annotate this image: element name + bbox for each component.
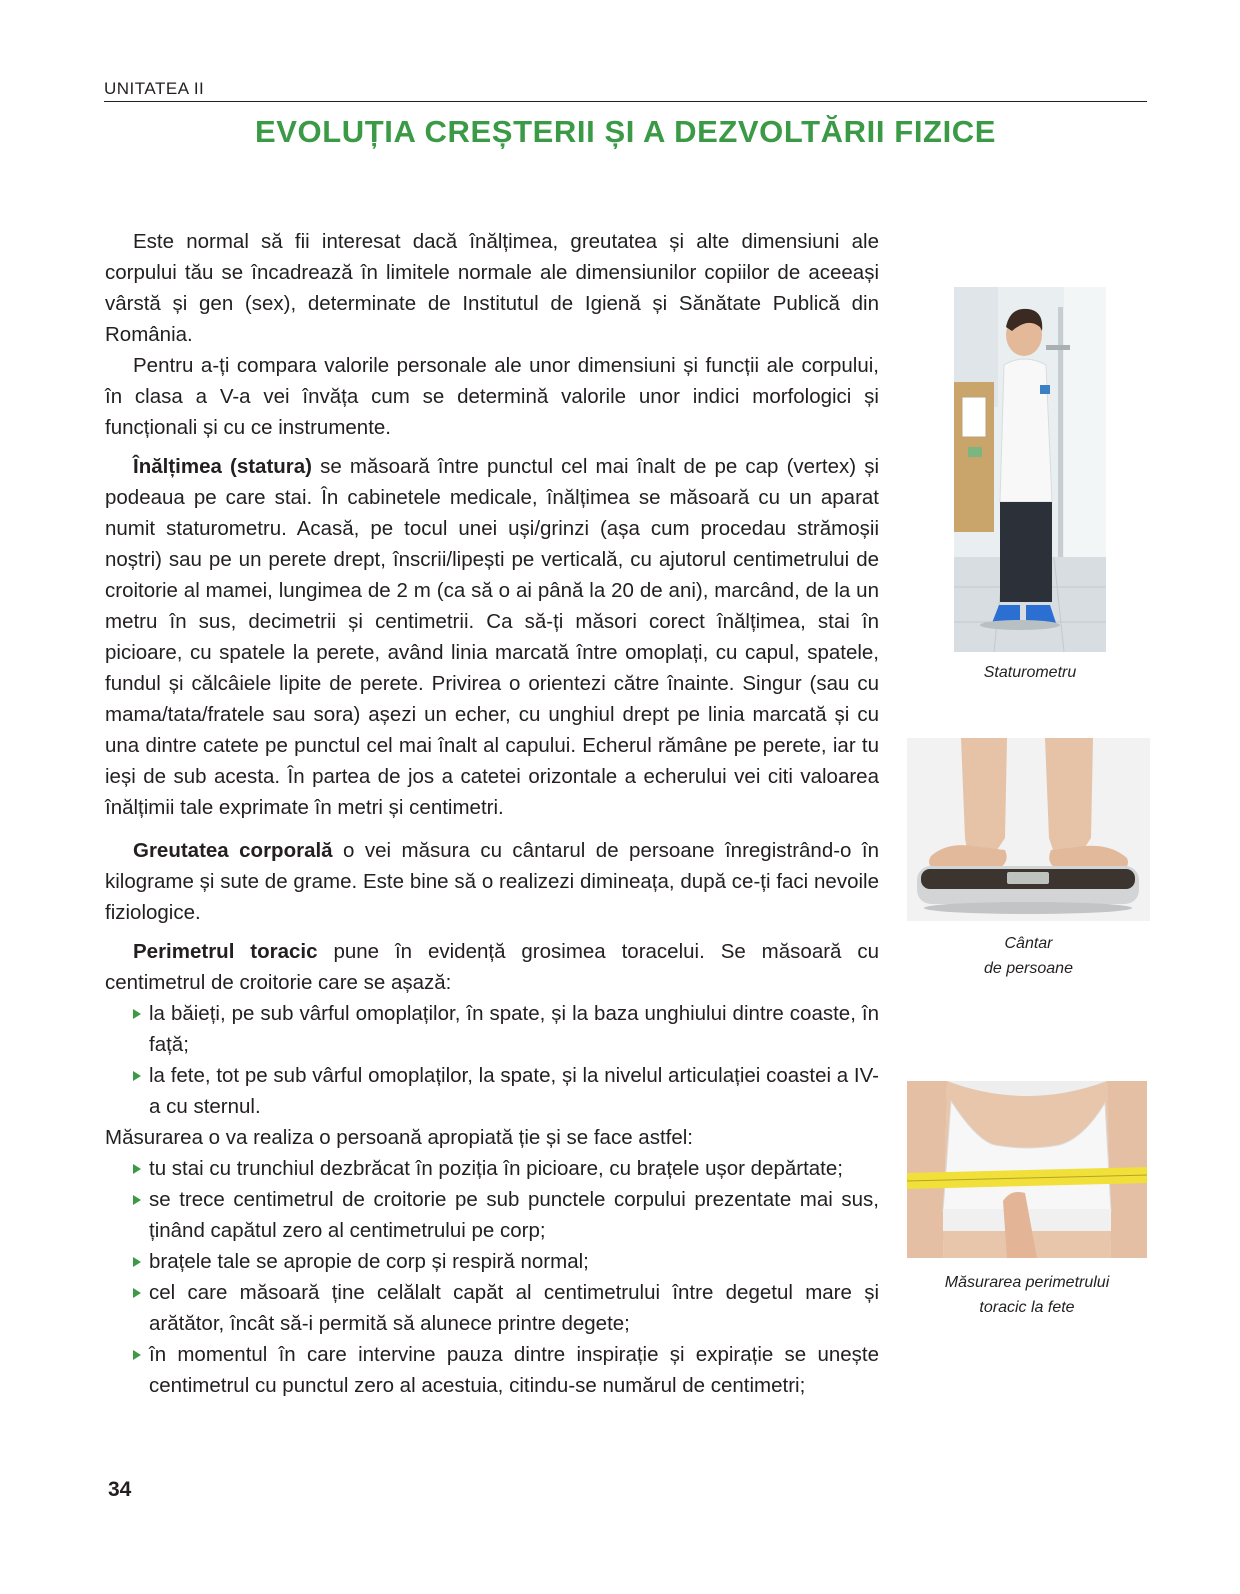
list-item: brațele tale se apropie de corp și respiră normal; bbox=[105, 1246, 879, 1277]
arrow-bullet-icon bbox=[133, 1164, 141, 1174]
list-item: la băieți, pe sub vârful omoplaților, în spate, și la baza unghiului dintre coaste, în față; bbox=[105, 998, 879, 1060]
list-item: la fete, tot pe sub vârful omoplaților, la spate, și la nivelul articulației coastei a IV-a cu sternul. bbox=[105, 1060, 879, 1122]
arrow-bullet-icon bbox=[133, 1288, 141, 1298]
arrow-bullet-icon bbox=[133, 1257, 141, 1267]
chest-measurement-illustration bbox=[907, 1081, 1147, 1258]
weight-text: o vei măsura cu cântarul de persoane înregistrând-o în kilograme și sute de grame. Este bine să o realizezi dimineața, după ce-ți faci nevoile fiziologice. bbox=[105, 839, 879, 924]
list-item: se trece centimetrul de croitorie pe sub punctele corpului prezentate mai sus, ținând capătul zero al centimetrului pe corp; bbox=[105, 1184, 879, 1246]
arrow-bullet-icon bbox=[133, 1071, 141, 1081]
list-item: tu stai cu trunchiul dezbrăcat în poziția în picioare, cu brațele ușor depărtate; bbox=[105, 1153, 879, 1184]
height-paragraph bbox=[105, 451, 879, 823]
placement-list bbox=[105, 998, 879, 1122]
scale-caption-line-1: Cântar bbox=[1004, 935, 1053, 952]
chest-term: Perimetrul toracic bbox=[133, 940, 318, 963]
arrow-bullet-icon bbox=[133, 1195, 141, 1205]
header-divider bbox=[104, 101, 1147, 102]
unit-label: UNITATEA II bbox=[104, 79, 205, 98]
main-text-column bbox=[105, 226, 879, 1401]
staturometer-caption: Staturometru bbox=[983, 664, 1077, 681]
chest-text: pune în evidență grosimea toracelui. Se măsoară cu centimetrul de croitorie care se așază: bbox=[105, 940, 880, 994]
chest-measurement-photo bbox=[907, 1081, 1147, 1258]
scale-caption-line-2: de persoane bbox=[984, 960, 1073, 977]
weight-term: Greutatea corporală bbox=[133, 839, 333, 862]
height-term: Înălțimea (statura) bbox=[133, 455, 313, 478]
list-item: cel care măsoară ține celălalt capăt al centimetrului între degetul mare și arătător, încât să-i permită să alunece printre degete; bbox=[105, 1277, 879, 1339]
procedure-list bbox=[105, 1153, 879, 1401]
intro-paragraph-2: Pentru a-ți compara valorile personale ale unor dimensiuni și funcții ale corpului, în clasa a V-a vei învăța cum se determină valorile unor indici morfologici și funcționali și cu ce instrumente. bbox=[105, 354, 879, 439]
arrow-bullet-icon bbox=[133, 1009, 141, 1019]
scale-photo bbox=[907, 738, 1150, 921]
chest-caption-line-2: toracic la fete bbox=[979, 1299, 1075, 1316]
chest-paragraph bbox=[105, 936, 879, 998]
chest-measurement-caption bbox=[907, 1270, 1147, 1320]
page-title: EVOLUȚIA CREȘTERII ȘI A DEZVOLTĂRII FIZICE bbox=[254, 114, 997, 149]
list-item: în momentul în care intervine pauza dintre inspirație și expirație se unește centimetrul cu punctul zero al acestuia, citindu-se numărul de centimetri; bbox=[105, 1339, 879, 1401]
height-text: se măsoară între punctul cel mai înalt de pe cap (vertex) și podeaua pe care stai. În cabinetele medicale, înălțimea se măsoară cu un aparat numit staturometru. Acasă, pe tocul unei uși/grinzi (așa cum procedau strămoșii noștri) sau pe un perete drept, înscrii/lipești pe verticală, cu ajutorul centimetrului de croitorie al mamei, lungimea de 2 m (ca să o ai până la 20 de ani), marcând, de la un metru în sus, decimetrii și centimetrii. Ca să-ți măsori corect înălțimea, stai în picioare, cu spatele la perete, având linia marcată între omoplați, cu capul, spatele, fundul și călcâiele lipite de perete. Privirea o orientezi către înainte. Singur (sau cu mama/tata/fratele sau sora) așezi un echer, cu unghiul drept pe linia marcată și cu una dintre catete pe punctul cel mai înalt al capului. Echerul rămâne pe perete, iar tu ieși de sub acesta. În partea de jos a catetei orizontale a echerului vei citi valoarea înălțimii tale exprimate în metri și centimetri. bbox=[105, 455, 879, 819]
page-number: 34 bbox=[108, 1478, 132, 1501]
intro-paragraph-1: Este normal să fii interesat dacă înălțimea, greutatea și alte dimensiuni ale corpului tău se încadrează în limitele normale ale dimensiunilor copiilor de aceeași vârstă și gen (sex), determinate de Institutul de Igienă și Sănătate Publică din România. bbox=[105, 230, 879, 346]
procedure-intro: Măsurarea o va realiza o persoană apropiată ție și se face astfel: bbox=[105, 1126, 693, 1149]
weight-paragraph bbox=[105, 835, 879, 928]
scale-caption bbox=[907, 931, 1150, 981]
chest-caption-line-1: Măsurarea perimetrului bbox=[944, 1274, 1110, 1291]
staturometer-photo bbox=[954, 287, 1106, 652]
staturometer-illustration bbox=[954, 287, 1106, 652]
arrow-bullet-icon bbox=[133, 1350, 141, 1360]
scale-illustration bbox=[907, 738, 1150, 921]
